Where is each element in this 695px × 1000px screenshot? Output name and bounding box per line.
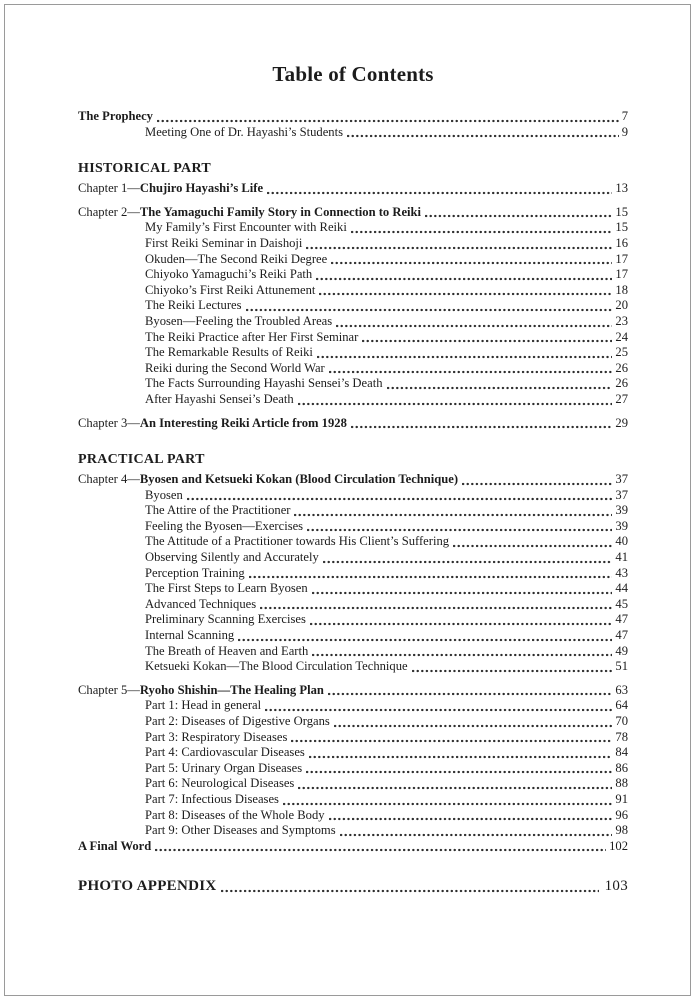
toc-page-number: 70 [615, 714, 628, 728]
toc-entry-prefix: Chapter 3— [78, 415, 140, 430]
toc-entry-prefix: Chapter 4— [78, 472, 140, 487]
toc-entry-title: Part 4: Cardiovascular Diseases [145, 745, 305, 760]
toc-row [78, 236, 628, 252]
toc-page-number: 9 [621, 124, 628, 139]
leader-dots [334, 724, 613, 728]
toc-page-number: 37 [615, 472, 628, 487]
toc-entry-title: My Family’s First Encounter with Reiki [145, 220, 347, 235]
leader-dots [309, 755, 613, 759]
toc-page-number: 15 [615, 204, 628, 219]
toc-row [78, 823, 628, 839]
toc-row [78, 330, 628, 346]
leader-dots [312, 591, 613, 595]
toc-entry-title: Advanced Techniques [145, 596, 257, 611]
leader-dots [298, 786, 612, 790]
toc-row [78, 472, 628, 488]
leader-dots [249, 575, 613, 579]
toc-row [78, 534, 628, 550]
toc-page-number: 78 [615, 729, 628, 744]
leader-dots [331, 261, 612, 265]
toc-row [78, 252, 628, 268]
toc-group [78, 450, 628, 854]
leader-dots [298, 402, 613, 406]
section-heading: HISTORICAL PART [78, 161, 212, 177]
toc-entry-title: Part 7: Infectious Diseases [145, 791, 279, 806]
toc-row [78, 808, 628, 824]
toc-entry-title: The Remarkable Results of Reiki [145, 345, 313, 360]
leader-dots [316, 277, 612, 281]
toc-page-number: 103 [604, 878, 628, 895]
toc-page-number: 86 [615, 760, 628, 775]
toc-row [78, 628, 628, 644]
toc-page-number: 51 [615, 659, 628, 674]
toc-row [78, 714, 628, 730]
toc-row [78, 792, 628, 808]
page-title: Table of Contents [272, 62, 434, 86]
toc-row [78, 519, 628, 535]
leader-dots [246, 308, 613, 312]
toc-block [78, 109, 628, 140]
leader-dots [340, 833, 613, 837]
book-page [4, 4, 691, 996]
toc-content [78, 5, 628, 995]
toc-row [78, 503, 628, 519]
toc-page-number: 13 [615, 181, 628, 196]
leader-dots [294, 513, 612, 517]
toc-group [78, 109, 628, 140]
toc-page-number: 37 [615, 487, 628, 502]
leader-dots [307, 528, 612, 532]
toc-entry-title: Preliminary Scanning Exercises [145, 612, 306, 627]
toc-page-number: 15 [615, 220, 628, 235]
leader-dots [260, 606, 612, 610]
toc-block [78, 416, 628, 432]
toc-page-number: 84 [615, 745, 628, 760]
toc-page-number: 88 [615, 776, 628, 791]
toc-entry-title: Part 3: Respiratory Diseases [145, 729, 288, 744]
toc-entry-title: After Hayashi Sensei’s Death [145, 391, 294, 406]
leader-dots [265, 708, 612, 712]
toc-row [78, 597, 628, 613]
toc-entry-title: Reiki during the Second World War [145, 360, 325, 375]
toc-entry-title: Perception Training [145, 565, 245, 580]
toc-entry-title: Okuden—The Second Reiki Degree [145, 251, 328, 266]
toc-entry-title: Byosen [145, 487, 183, 502]
toc-row [78, 220, 628, 236]
toc-entry-title: An Interesting Reiki Article from 1928 [139, 415, 347, 430]
toc-entry-title: Chiyoko Yamaguchi’s Reiki Path [145, 267, 313, 282]
leader-dots [310, 622, 613, 626]
toc-page-number: 18 [615, 282, 628, 297]
leader-dots [317, 355, 613, 359]
toc-page-number: 29 [615, 415, 628, 430]
toc-row [78, 376, 628, 392]
section-heading: PRACTICAL PART [78, 452, 205, 468]
toc-page-number: 47 [615, 612, 628, 627]
toc-entries [78, 109, 628, 896]
toc-entry-title: The Reiki Practice after Her First Seminar [145, 329, 359, 344]
toc-page-number: 20 [615, 298, 628, 313]
leader-dots [157, 119, 619, 123]
toc-row [78, 416, 628, 432]
toc-row [78, 612, 628, 628]
toc-page-number: 40 [615, 534, 628, 549]
toc-row [78, 298, 628, 314]
toc-row [78, 488, 628, 504]
toc-page-number: 45 [615, 596, 628, 611]
leader-dots [328, 692, 613, 696]
toc-page-number: 16 [615, 235, 628, 250]
toc-entry-title: Part 5: Urinary Organ Diseases [145, 760, 303, 775]
toc-row [78, 392, 628, 408]
toc-page-number: 17 [615, 267, 628, 282]
leader-dots [351, 230, 613, 234]
toc-group [78, 159, 628, 431]
toc-entry-title: PHOTO APPENDIX [78, 878, 217, 895]
toc-page-number: 17 [615, 251, 628, 266]
leader-dots [351, 425, 613, 429]
toc-row [78, 761, 628, 777]
toc-block [78, 683, 628, 855]
leader-dots [462, 482, 612, 486]
toc-entry-title: Byosen—Feeling the Troubled Areas [145, 313, 333, 328]
leader-dots [425, 214, 612, 218]
toc-row [78, 361, 628, 377]
leader-dots [221, 889, 599, 893]
toc-row [78, 566, 628, 582]
toc-entry-title: Observing Silently and Accurately [145, 550, 319, 565]
toc-entry-prefix: Chapter 1— [78, 181, 140, 196]
leader-dots [329, 370, 613, 374]
toc-row [78, 683, 628, 699]
toc-entry-title: A Final Word [78, 838, 152, 853]
toc-page-number: 41 [615, 550, 628, 565]
leader-dots [412, 669, 613, 673]
toc-entry-title: The Prophecy [78, 109, 153, 123]
toc-page-number: 49 [615, 643, 628, 658]
toc-row [78, 345, 628, 361]
toc-entry-title: Part 2: Diseases of Digestive Organs [145, 714, 330, 728]
toc-entry-title: The Facts Surrounding Hayashi Sensei’s Death [145, 376, 383, 391]
toc-entry-title: The Attire of the Practitioner [145, 503, 291, 518]
toc-entry-title: Part 6: Neurological Diseases [145, 776, 295, 791]
toc-row [78, 659, 628, 675]
toc-entry-title: Byosen and Ketsueki Kokan (Blood Circulation Technique) [139, 472, 459, 487]
leader-dots [453, 544, 612, 548]
toc-row [78, 550, 628, 566]
toc-page-number: 7 [621, 109, 628, 123]
toc-page-number: 26 [615, 360, 628, 375]
toc-row [78, 839, 628, 855]
toc-entry-title: Part 9: Other Diseases and Symptoms [145, 823, 336, 838]
toc-row [78, 283, 628, 299]
toc-entry-title: First Reiki Seminar in Daishoji [145, 235, 303, 250]
leader-dots [155, 848, 606, 852]
toc-row [78, 644, 628, 660]
toc-page-number: 39 [615, 503, 628, 518]
leader-dots [329, 817, 613, 821]
leader-dots [336, 324, 612, 328]
toc-block [78, 876, 628, 896]
toc-row [78, 109, 628, 125]
toc-entry-prefix: Chapter 2— [78, 204, 140, 219]
toc-page-number: 44 [615, 581, 628, 596]
toc-row [78, 181, 628, 197]
toc-row [78, 314, 628, 330]
toc-entry-title: The Yamaguchi Family Story in Connection to Reiki [139, 204, 422, 219]
toc-row [78, 876, 628, 896]
leader-dots [267, 191, 612, 195]
toc-entry-title: Feeling the Byosen—Exercises [145, 518, 304, 533]
toc-row [78, 745, 628, 761]
toc-page-number: 43 [615, 565, 628, 580]
toc-entry-title: Chiyoko’s First Reiki Attunement [145, 282, 316, 297]
toc-entry-title: Ryoho Shishin—The Healing Plan [139, 682, 324, 697]
leader-dots [312, 653, 612, 657]
toc-entry-prefix: Chapter 5— [78, 682, 140, 697]
leader-dots [306, 770, 612, 774]
toc-page-number: 47 [615, 628, 628, 643]
toc-row [78, 125, 628, 141]
toc-row [78, 205, 628, 221]
toc-entry-title: The Reiki Lectures [145, 298, 242, 313]
toc-entry-title: Chujiro Hayashi’s Life [139, 181, 264, 196]
toc-block [78, 472, 628, 675]
toc-entry-title: Part 8: Diseases of the Whole Body [145, 807, 325, 822]
toc-entry-title: The Breath of Heaven and Earth [145, 643, 309, 658]
toc-entry-title: Internal Scanning [145, 628, 235, 643]
toc-block [78, 181, 628, 197]
leader-dots [291, 739, 612, 743]
toc-page-number: 64 [615, 698, 628, 713]
leader-dots [347, 134, 619, 138]
toc-page-number: 39 [615, 518, 628, 533]
toc-page-number: 96 [615, 807, 628, 822]
leader-dots [238, 638, 612, 642]
toc-page-number: 102 [609, 838, 628, 853]
toc-row [78, 581, 628, 597]
toc-block [78, 205, 628, 408]
toc-page-number: 23 [615, 313, 628, 328]
toc-entry-title: Meeting One of Dr. Hayashi’s Students [145, 124, 343, 139]
leader-dots [323, 560, 613, 564]
toc-group [78, 876, 628, 896]
leader-dots [362, 339, 612, 343]
toc-entry-title: Part 1: Head in general [145, 698, 262, 713]
toc-entry-title: The First Steps to Learn Byosen [145, 581, 308, 596]
toc-entry-title: Ketsueki Kokan—The Blood Circulation Technique [145, 659, 408, 674]
leader-dots [319, 292, 612, 296]
toc-row [78, 776, 628, 792]
leader-dots [306, 246, 612, 250]
leader-dots [283, 802, 612, 806]
toc-page-number: 91 [615, 791, 628, 806]
toc-row [78, 267, 628, 283]
toc-page-number: 25 [615, 345, 628, 360]
toc-row [78, 698, 628, 714]
toc-row [78, 730, 628, 746]
toc-entry-title: The Attitude of a Practitioner towards His Client’s Suffering [145, 534, 450, 549]
toc-page-number: 24 [615, 329, 628, 344]
leader-dots [387, 386, 613, 390]
toc-page-number: 27 [615, 391, 628, 406]
toc-page-number: 98 [615, 823, 628, 838]
leader-dots [187, 497, 613, 501]
toc-page-number: 63 [615, 682, 628, 697]
toc-page-number: 26 [615, 376, 628, 391]
